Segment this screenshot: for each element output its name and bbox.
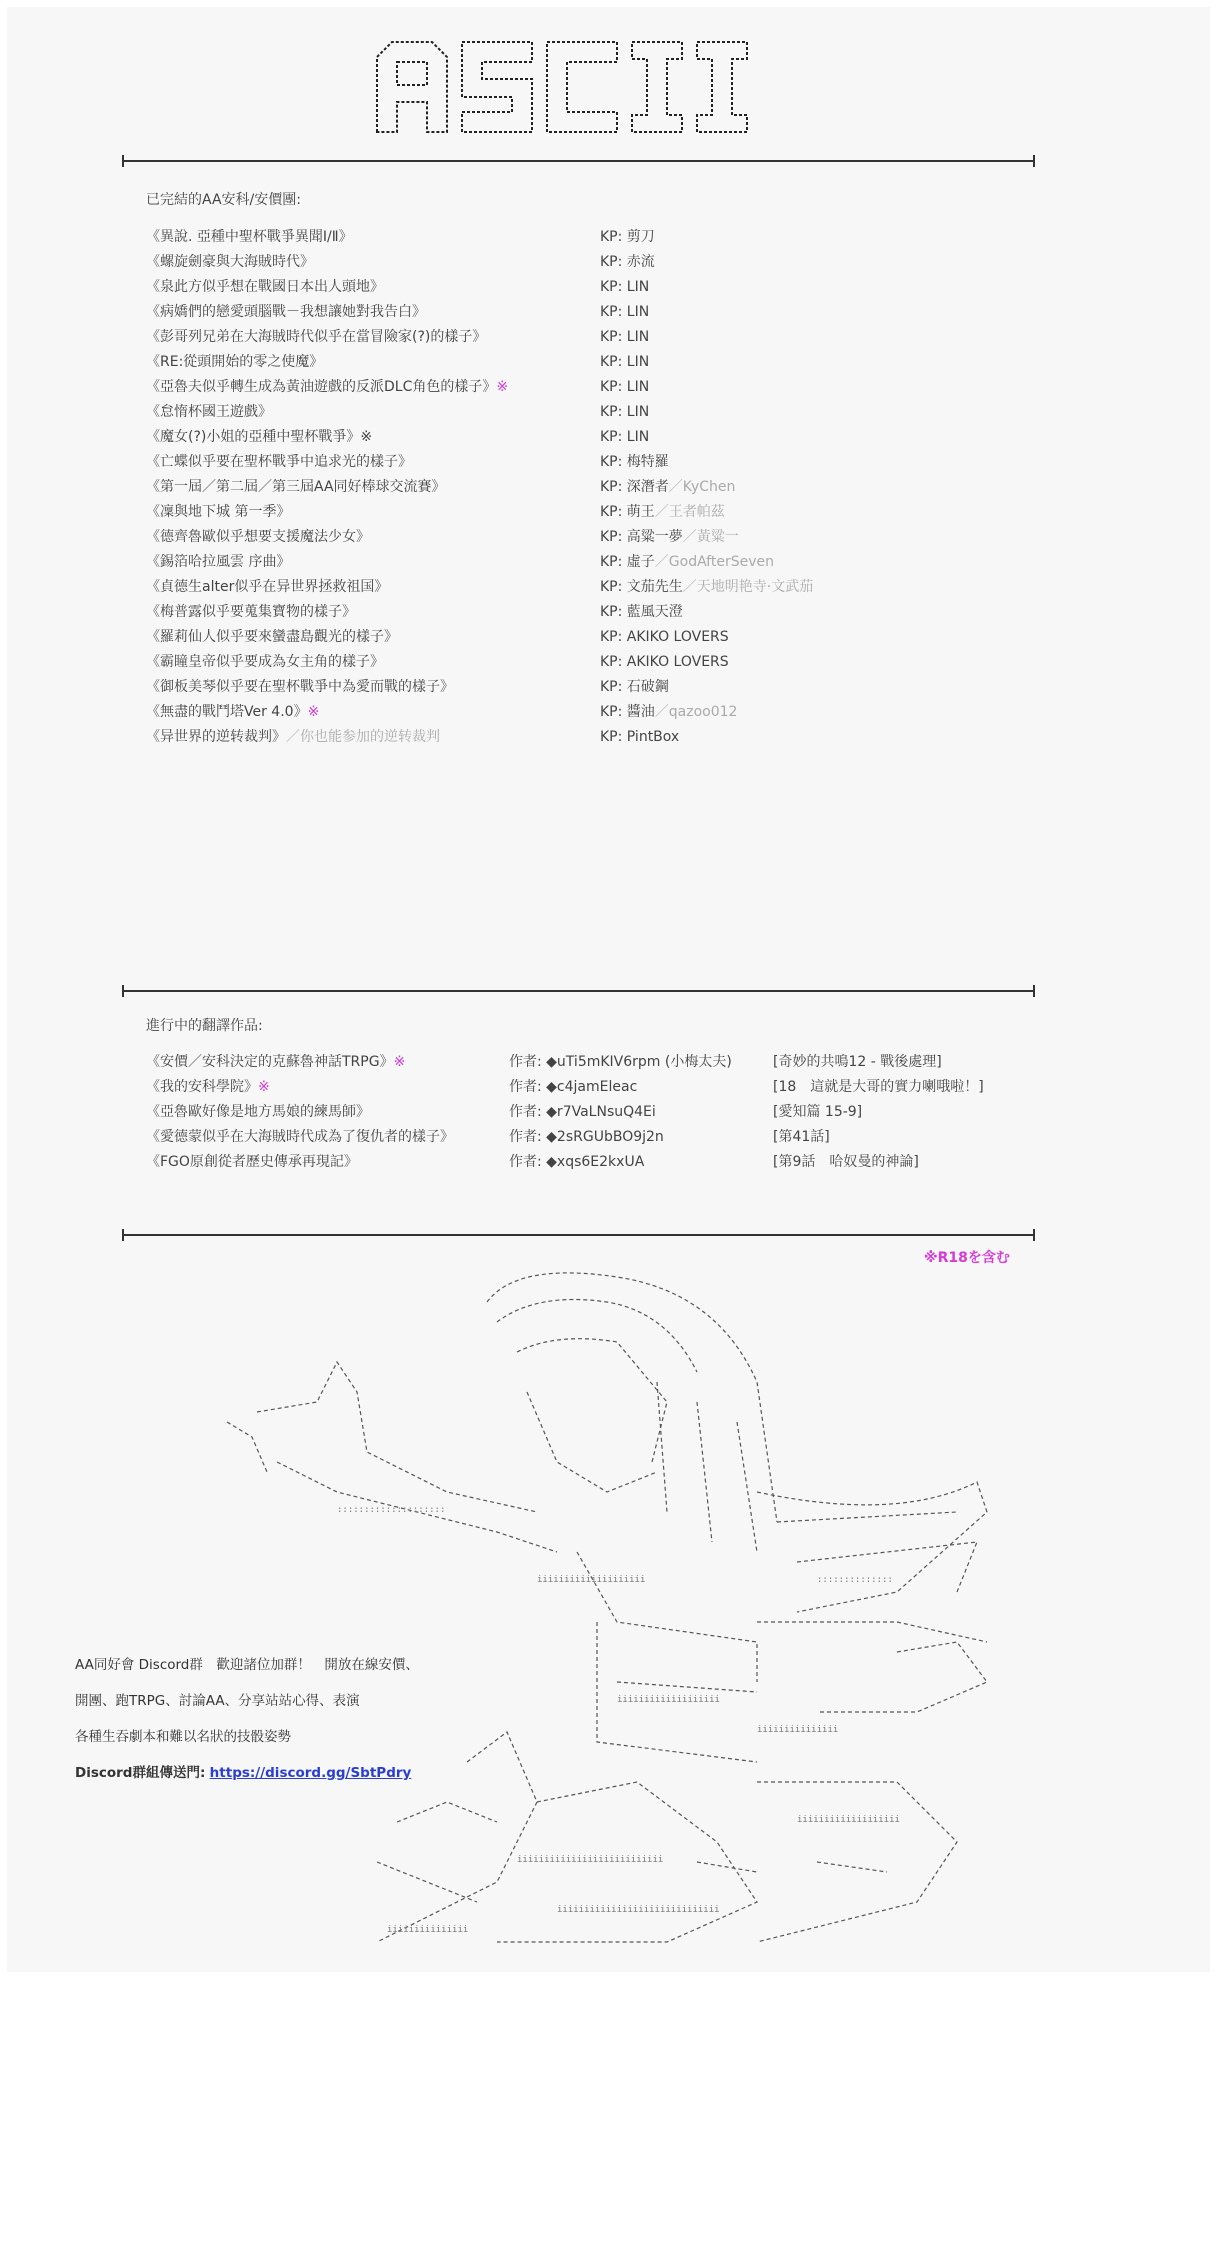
kp-alt-name: ／王者帕茲 [654, 504, 725, 520]
kp-alt-name: ／KyChen [668, 479, 736, 495]
svg-text:iiiiiiiiiiiiiii: iiiiiiiiiiiiiii [387, 1925, 469, 1935]
ongoing-item-author: 作者: ◆2sRGUbBO9j2n [509, 1129, 664, 1145]
discord-link[interactable]: https://discord.gg/SbtPdry [209, 1765, 412, 1781]
kp-name: KP: 剪刀 [600, 229, 655, 245]
svg-text:iiiiiiiiiiiiiiiiiii: iiiiiiiiiiiiiiiiiii [617, 1695, 720, 1705]
completed-item-title-text: 《羅莉仙人似乎要來蠻盡島觀光的樣子》 [146, 629, 398, 645]
kp-name: KP: 赤流 [600, 254, 655, 270]
completed-item-title-text: 《錫箔哈拉風雲 序曲》 [146, 554, 291, 570]
completed-item-title-text: 《怠惰杯國王遊戲》 [146, 404, 272, 420]
ongoing-item-progress: [第41話] [773, 1129, 830, 1145]
ongoing-item-progress: [18 這就是大哥的實力喇哦啦！] [773, 1079, 984, 1095]
ascii-logo [372, 37, 757, 137]
kp-name: KP: LIN [600, 379, 650, 395]
ongoing-item-progress: [奇妙的共鳴12 - 戰後處理] [773, 1054, 942, 1070]
svg-text:iiiiiiiiiiiiiiiiiiii: iiiiiiiiiiiiiiiiiiii [537, 1575, 646, 1585]
kp-name: KP: 虛子 [600, 554, 655, 570]
completed-item-title-text: 《梅普露似乎要蒐集寶物的樣子》 [146, 604, 356, 620]
kp-name: KP: LIN [600, 304, 650, 320]
completed-item-alt-title: ／你也能参加的逆转裁判 [286, 729, 440, 745]
discord-link-label: Discord群組傳送門: [75, 1765, 206, 1781]
discord-line-2: 開團、跑TRPG、討論AA、分享站站心得、表演 [75, 1693, 360, 1709]
ascii-art-character [197, 1262, 1117, 1952]
completed-item-title-text: 《異說. 亞種中聖杯戰爭異聞Ⅰ/Ⅱ》 [146, 229, 353, 245]
kp-name: KP: 高粱一夢 [600, 529, 683, 545]
ongoing-item-title [146, 1147, 358, 1177]
divider-bottom [122, 1234, 1035, 1236]
ongoing-item-author: 作者: ◆r7VaLNsuQ4Ei [509, 1104, 656, 1120]
completed-item-title-text: 《异世界的逆转裁判》 [146, 729, 286, 745]
ongoing-item-author: 作者: ◆c4jamEleac [509, 1079, 638, 1095]
completed-item-title-text: 《御板美琴似乎要在聖杯戰爭中為愛而戰的樣子》 [146, 679, 454, 695]
kp-name: KP: 文茄先生 [600, 579, 683, 595]
r18-mark: ※ [258, 1079, 270, 1095]
ongoing-heading: 進行中的翻譯作品: [146, 1018, 263, 1034]
completed-item-title-text: 《彭哥列兄弟在大海賊時代似乎在當冒險家(?)的樣子》 [146, 329, 487, 345]
svg-text:iiiiiiiiiiiiiiiiiii: iiiiiiiiiiiiiiiiiii [797, 1815, 900, 1825]
kp-name: KP: LIN [600, 279, 650, 295]
kp-name: KP: LIN [600, 329, 650, 345]
completed-item-title [146, 722, 440, 752]
completed-item-title-text: 《第一屆／第二屆／第三屆AA同好棒球交流賽》 [146, 479, 446, 495]
completed-item-title-text: 《RE:從頭開始的零之使魔》 [146, 354, 324, 370]
ongoing-item-title-text: 《安價／安科決定的克蘇魯神話TRPG》 [146, 1054, 394, 1070]
completed-item [146, 722, 1026, 752]
kp-name: KP: 藍風天澄 [600, 604, 683, 620]
ongoing-item-title-text: 《FGO原創從者歷史傳承再現記》 [146, 1154, 358, 1170]
ongoing-item-progress: [第9話 哈奴曼的神論] [773, 1154, 919, 1170]
r18-note: ※R18を含む [924, 1250, 1010, 1266]
completed-item-title-text: 《病嬌們的戀愛頭腦戰－我想讓她對我告白》 [146, 304, 426, 320]
completed-item-title-text: 《亡蝶似乎要在聖杯戰爭中追求光的樣子》 [146, 454, 412, 470]
completed-heading: 已完結的AA安科/安價團: [146, 192, 301, 208]
completed-item-title-text: 《無盡的戰鬥塔Ver 4.0》 [146, 704, 308, 720]
kp-name: KP: AKIKO LOVERS [600, 629, 729, 645]
kp-name: KP: AKIKO LOVERS [600, 654, 729, 670]
kp-name: KP: PintBox [600, 729, 680, 745]
kp-name: KP: 深潛者 [600, 479, 669, 495]
svg-text:iiiiiiiiiiiiiiiiiiiiiiiiiiiiii: iiiiiiiiiiiiiiiiiiiiiiiiiiiiii [557, 1905, 720, 1915]
svg-text:iiiiiiiiiiiiiiiiiiiiiiiiiii: iiiiiiiiiiiiiiiiiiiiiiiiiii [517, 1855, 664, 1865]
ongoing-item-title-text: 《愛德蒙似乎在大海賊時代成為了復仇者的樣子》 [146, 1129, 454, 1145]
kp-name: KP: LIN [600, 354, 650, 370]
r18-mark: ※ [393, 1054, 406, 1070]
kp-alt-name: ／GodAfterSeven [654, 554, 774, 570]
completed-item-title-text: 《霸瞳皇帝似乎要成為女主角的樣子》 [146, 654, 384, 670]
discord-line-1: AA同好會 Discord群 歡迎諸位加群！ 開放在線安價、 [75, 1657, 419, 1673]
page-background [7, 7, 1210, 1972]
ongoing-item-title-text: 《亞魯歐好像是地方馬娘的練馬師》 [146, 1104, 370, 1120]
ongoing-item-author: 作者: ◆uTi5mKIV6rpm (小梅太夫) [509, 1054, 732, 1070]
completed-item-title-text: 《魔女(?)小姐的亞種中聖杯戰爭》※ [146, 429, 373, 445]
completed-item-title-text: 《亞魯夫似乎轉生成為黃油遊戲的反派DLC角色的樣子》 [146, 379, 497, 395]
kp-alt-name: ／黃粱一 [682, 529, 739, 545]
completed-item-title-text: 《貞德生alter似乎在异世界拯救祖国》 [146, 579, 389, 595]
ongoing-item-title-text: 《我的安科學院》 [146, 1079, 258, 1095]
svg-text:::::::::::::::::::::: :::::::::::::::::::: [337, 1505, 446, 1515]
kp-name: KP: 萌王 [600, 504, 655, 520]
completed-item-title-text: 《德齊魯歐似乎想要支援魔法少女》 [146, 529, 370, 545]
svg-text:::::::::::::::: :::::::::::::: [817, 1575, 893, 1585]
completed-item-kp [600, 722, 679, 752]
kp-name: KP: LIN [600, 404, 650, 420]
ongoing-item-author: 作者: ◆xqs6E2kxUA [509, 1154, 645, 1170]
svg-text:iiiiiiiiiiiiiii: iiiiiiiiiiiiiii [757, 1725, 839, 1735]
completed-item-title-text: 《螺旋劍豪與大海賊時代》 [146, 254, 314, 270]
ongoing-item [146, 1147, 1026, 1177]
kp-name: KP: 醬油 [600, 704, 655, 720]
completed-item-title-text: 《泉此方似乎想在戰國日本出人頭地》 [146, 279, 384, 295]
kp-name: KP: 石破鋼 [600, 679, 669, 695]
kp-alt-name: ／天地明艳寺·文武茄 [682, 579, 814, 595]
discord-line-3: 各種生吞劇本和難以名狀的技骰姿勢 [75, 1729, 291, 1745]
divider-middle [122, 990, 1035, 992]
divider-top [122, 160, 1035, 162]
kp-alt-name: ／qazoo012 [654, 704, 738, 720]
r18-mark: ※ [307, 704, 320, 720]
kp-name: KP: 梅特羅 [600, 454, 669, 470]
ongoing-item-progress: [愛知篇 15-9] [773, 1104, 863, 1120]
kp-name: KP: LIN [600, 429, 650, 445]
completed-item-title-text: 《凜與地下城 第一季》 [146, 504, 291, 520]
r18-mark: ※ [496, 379, 509, 395]
